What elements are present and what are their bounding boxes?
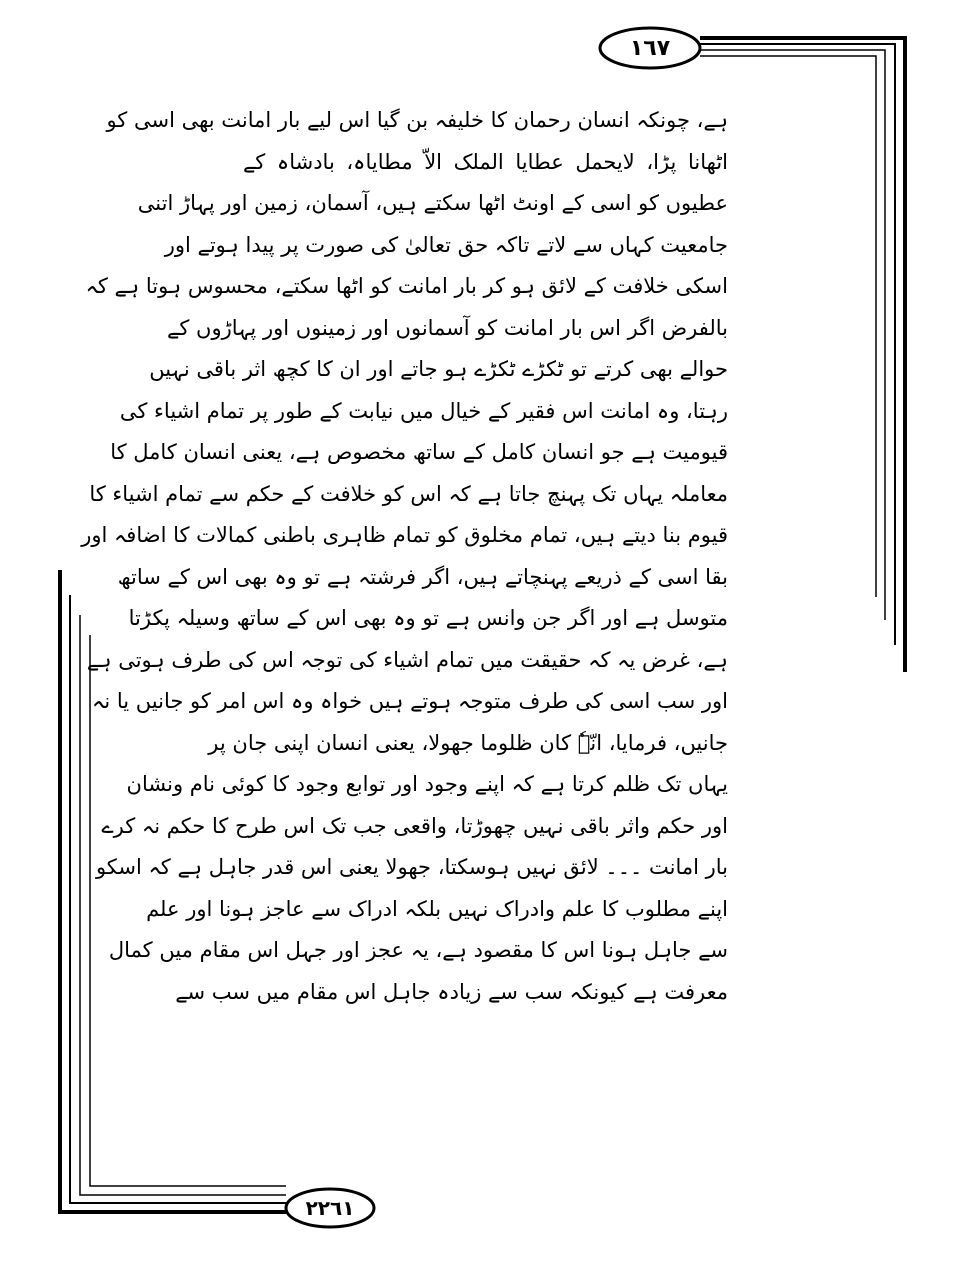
text-line: اٹھانا پڑا، لایحمل عطایا الملک الاّ مطایاہ، بادشاہ کے — [243, 149, 728, 174]
text-line: عطیوں کو اسی کے اونٹ اٹھا سکتے ہیں، آسمان، زمین اور پہاڑ اتنی — [137, 191, 728, 215]
bottom-page-number: ٢٢٦١ — [305, 1196, 355, 1220]
text-line: ہے، چونکہ انسان رحمان کا خلیفہ بن گیا اس لیے بار امانت بھی اسی کو — [106, 108, 728, 132]
text-line: متوسل ہے اور اگر جن وانس ہے تو وہ بھی اس کے ساتھ وسیلہ پکڑتا — [128, 606, 728, 630]
text-line: یہاں تک ظلم کرتا ہے کہ اپنے وجود اور توابع وجود کا کوئی نام ونشان — [126, 772, 728, 796]
top-right-border — [700, 38, 905, 672]
text-line: قیوم بنا دیتے ہیں، تمام مخلوق کو تمام ظاہری باطنی کمالات کا اضافہ اور — [81, 523, 728, 547]
text-line: بالفرض اگر اس بار امانت کو آسمانوں اور زمینوں اور پہاڑوں کے — [167, 315, 728, 340]
text-line: اسکی خلافت کے لائق ہو کر بار امانت کو اٹھا سکتے، محسوس ہوتا ہے کہ — [85, 274, 728, 298]
text-line: رہتا، وہ امانت اس فقیر کے خیال میں نیابت کے طور پر تمام اشیاء کی — [119, 398, 728, 423]
top-page-number: ١٦٧ — [629, 35, 671, 61]
text-line: جامعیت کہاں سے لاتے تاکہ حق تعالیٰ کی صورت پر پیدا ہوتے اور — [164, 232, 728, 257]
text-line: اور سب اسی کی طرف متوجہ ہوتے ہیں خواہ وہ اس امر کو جانیں یا نہ — [92, 689, 728, 713]
text-line: بقا اسی کے ذریعے پہنچاتے ہیں، اگر فرشتہ ہے تو وہ بھی اس کے ساتھ — [117, 564, 728, 589]
text-line: ہے، غرض یہ کہ حقیقت میں تمام اشیاء کی توجہ اس کی طرف ہوتی ہے — [86, 647, 728, 672]
text-line: سے جاہل ہونا اس کا مقصود ہے، یہ عجز اور جہل اس مقام میں کمال — [108, 938, 728, 962]
text-line: معاملہ یہاں تک پہنچ جاتا ہے کہ اس کو خلافت کے حکم سے تمام اشیاء کا — [89, 481, 728, 506]
text-line: اپنے مطلوب کا علم وادراک نہیں بلکہ ادراک سے عاجز ہونا اور علم — [146, 896, 728, 921]
text-line: جانیں، فرمایا، انّہٗ کان ظلوما جھولا، یعنی انسان اپنی جان پر — [208, 730, 728, 755]
body-text — [81, 100, 728, 1013]
text-line: بار امانت ۔۔۔ لائق نہیں ہوسکتا، جھولا یعنی اس قدر جاہل ہے کہ اسکو — [95, 855, 728, 879]
text-line: حوالے بھی کرتے تو ٹکڑے ٹکڑے ہو جاتے اور ان کا کچھ اثر باقی نہیں — [149, 357, 728, 381]
text-line: معرفت ہے کیونکہ سب سے زیادہ جاہل اس مقام میں سب سے — [175, 979, 728, 1004]
text-line: اور حکم واثر باقی نہیں چھوڑتا، واقعی جب تک اس طرح کا حکم نہ کرے — [101, 813, 728, 838]
text-line: قیومیت ہے جو انسان کامل کے ساتھ مخصوص ہے، یعنی انسان کامل کا — [110, 440, 728, 464]
